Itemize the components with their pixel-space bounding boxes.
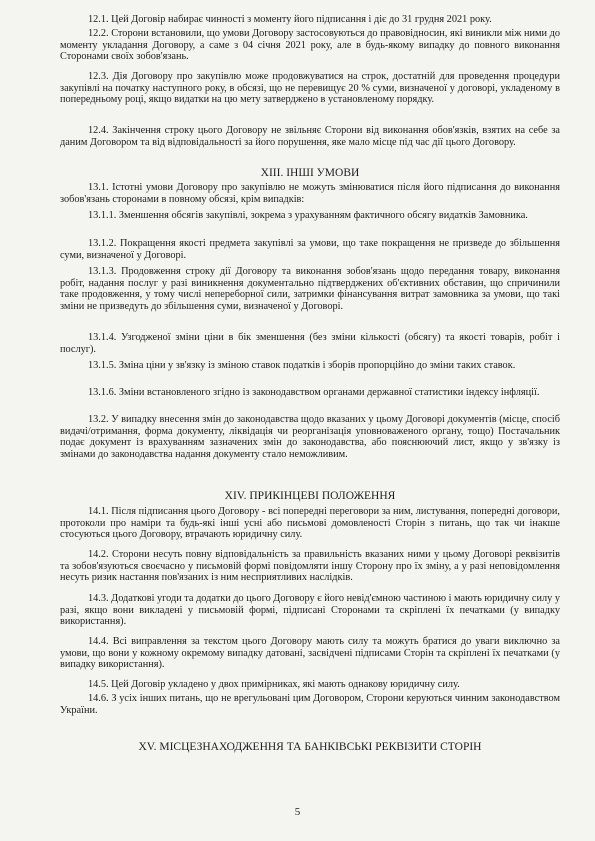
- section-heading-xiii: XIII. ІНШІ УМОВИ: [260, 167, 360, 179]
- clause-13-1-5: 13.1.5. Зміна ціни у зв'язку із зміною ставок податків і зборів пропорційно до зміни таких ставок.: [88, 360, 516, 371]
- clause-14-2: 14.2. Сторони несуть повну відповідальність за правильність вказаних ними у цьому Договорі реквізитів та зобов'язуються своєчасно у письмовій формі повідомляти іншу Сторону про їх зміну, а у разі неповідомлення несуть ризик настання пов'язаних із ним несприятливих наслідків.: [60, 549, 560, 584]
- clause-14-3: 14.3. Додаткові угоди та додатки до цього Договору є його невід'ємною частиною і мають юридичну силу у разі, якщо вони викладені у письмовій формі, підписані Сторонами та скріплені їх печатками (у випадку використання).: [60, 593, 560, 628]
- clause-12-4: 12.4. Закінчення строку цього Договору не звільняє Сторони від виконання обов'язків, взятих на себе за даним Договором та від відповідальності за його порушення, яке мало місце під час дії цього Договору.: [60, 125, 560, 148]
- clause-13-1-1: 13.1.1. Зменшення обсягів закупівлі, зокрема з урахуванням фактичного обсягу видатків Замовника.: [88, 210, 528, 221]
- clause-14-1: 14.1. Після підписання цього Договору - всі попередні переговори за ним, листування, попередні договори, протоколи про наміри та будь-які інші усні або письмові домовленості Сторін з питань, що так чи інакше стосуються цього Договору, втрачають юридичну силу.: [60, 506, 560, 541]
- clause-13-1-3: 13.1.3. Продовження строку дії Договору та виконання зобов'язань щодо передання товару, виконання робіт, надання послуг у разі виникнення документально підтверджених об'єктивних обставин, що спричинили таке продовження, у тому числі непереборної сили, затримки фінансування витрат замовника за умови, що такі зміни не призведуть до збільшення суми, визначеної у Договорі.: [60, 266, 560, 312]
- clause-12-1: 12.1. Цей Договір набирає чинності з моменту його підписання і діє до 31 грудня 2021 року.: [88, 14, 492, 25]
- section-heading-xv: XV. МІСЦЕЗНАХОДЖЕННЯ ТА БАНКІВСЬКІ РЕКВІЗИТИ СТОРІН: [138, 741, 482, 753]
- clause-14-6: 14.6. З усіх інших питань, що не врегульовані цим Договором, Сторони керуються чинним законодавством України.: [60, 693, 560, 716]
- clause-14-4: 14.4. Всі виправлення за текстом цього Договору мають силу та можуть братися до уваги виключно за умови, що вони у кожному окремому випадку датовані, засвідчені підписами Сторін та скріплені їх печатками (у випадку використання).: [60, 636, 560, 671]
- clause-13-2: 13.2. У випадку внесення змін до законодавства щодо вказаних у цьому Договорі документів (місце, спосіб видачі/отримання, форма документу, ліквідація чи реорганізація уповноваженого органу, тощо) Постачальник подає документ із врахуванням зазначених змін до законодавства, або пояснюючий лист, якщо у зв'язку із змінами до законодавства надання документу стало неможливим.: [60, 414, 560, 460]
- clause-13-1-4: 13.1.4. Узгодженої зміни ціни в бік зменшення (без зміни кількості (обсягу) та якості товарів, робіт і послуг).: [60, 332, 560, 355]
- page-number: 5: [294, 806, 301, 818]
- clause-13-1-2: 13.1.2. Покращення якості предмета закупівлі за умови, що таке покращення не призведе до збільшення суми, визначеної у Договорі.: [60, 238, 560, 261]
- clause-12-3: 12.3. Дія Договору про закупівлю може продовжуватися на строк, достатній для проведення процедури закупівлі на початку наступного року, в обсязі, що не перевищує 20 % суми, визначеної у договорі, укладеному в попередньому році, якщо видатки на цю мету затверджено в установленому порядку.: [60, 71, 560, 106]
- clause-12-2: 12.2. Сторони встановили, що умови Договору застосовуються до правовідносин, які виникли між ними до моменту укладання Договору, а саме з 04 січня 2021 року, але в будь-якому випадку до повного виконання Сторонами своїх зобов'язань.: [60, 28, 560, 63]
- section-heading-xiv: XIV. ПРИКІНЦЕВІ ПОЛОЖЕННЯ: [224, 490, 396, 502]
- clause-13-1: 13.1. Істотні умови Договору про закупівлю не можуть змінюватися після його підписання до виконання зобов'язань сторонами в повному обсязі, крім випадків:: [60, 182, 560, 205]
- clause-13-1-6: 13.1.6. Зміни встановленого згідно із законодавством органами державної статистики індексу інфляції.: [88, 387, 540, 398]
- clause-14-5: 14.5. Цей Договір укладено у двох примірниках, які мають однакову юридичну силу.: [88, 679, 460, 690]
